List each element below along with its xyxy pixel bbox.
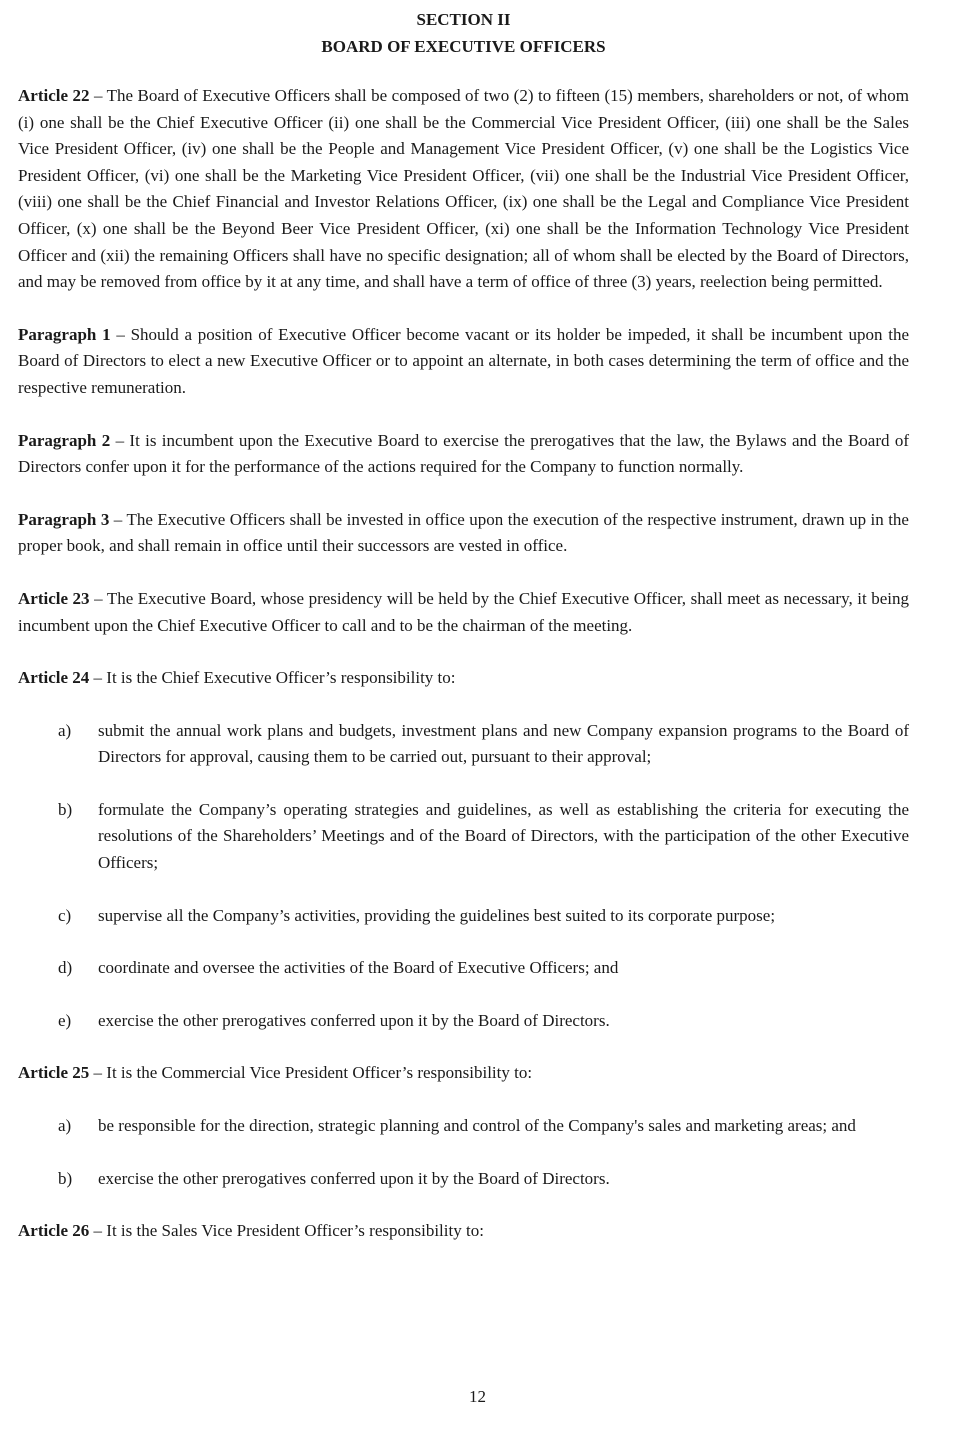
paragraph-label: Paragraph 1 [18,324,111,344]
list-item [18,1008,909,1035]
article-label: Article 25 [18,1063,90,1083]
list-item [18,797,909,877]
page-number: 12 [469,1387,486,1406]
list-item-letter: c) [58,905,72,925]
paragraph-text: – The Executive Officers shall be invested in office upon the execution of the respective instrument, drawn up in the proper book, and shall remain in office until their successors are vested in office. [18,509,909,556]
list-item-letter: b) [58,1168,73,1188]
section-number: SECTION II [416,10,511,29]
paragraph-label: Paragraph 2 [18,430,111,450]
list-item-text: be responsible for the direction, strategic planning and control of the Company's sales and marketing areas; and [98,1116,856,1136]
paragraph-label: Paragraph 3 [18,509,110,529]
article-22 [18,83,909,296]
list-item-letter: b) [58,799,73,819]
list-item-text: exercise the other prerogatives conferred upon it by the Board of Directors. [98,1010,610,1030]
list-item [18,1166,909,1193]
list-item [18,1113,909,1140]
list-item-text: submit the annual work plans and budgets, investment plans and new Company expansion programs to the Board of Directors for approval, causing them to be carried out, pursuant to their approval; [98,720,909,767]
paragraph-text: – It is incumbent upon the Executive Board to exercise the prerogatives that the law, the Bylaws and the Board of Directors confer upon it for the performance of the actions required for the Company to function normally. [18,430,910,477]
article-text: – It is the Commercial Vice President Officer’s responsibility to: [89,1063,533,1083]
list-item-letter: e) [58,1010,72,1030]
paragraph-2 [18,428,909,481]
section-title: BOARD OF EXECUTIVE OFFICERS [321,37,606,56]
article-label: Article 24 [18,668,90,688]
article-text: – It is the Chief Executive Officer’s responsibility to: [89,668,456,688]
list-item [18,903,909,930]
list-item-letter: d) [58,958,73,978]
list-item-letter: a) [58,720,72,740]
list-item-text: exercise the other prerogatives conferred upon it by the Board of Directors. [98,1168,610,1188]
list-item-text: supervise all the Company’s activities, providing the guidelines best suited to its corporate purpose; [98,905,776,925]
article-26 [18,1218,909,1245]
document-page [18,6,909,1245]
list-item-letter: a) [58,1116,72,1136]
article-25 [18,1060,909,1087]
article-23 [18,586,909,639]
list-item [18,955,909,982]
article-text: – It is the Sales Vice President Officer’s responsibility to: [89,1221,484,1241]
article-label: Article 26 [18,1221,90,1241]
list-item [18,718,909,771]
paragraph-3 [18,507,909,560]
paragraph-text: – Should a position of Executive Officer become vacant or its holder be impeded, it shall be incumbent upon the Board of Directors to elect a new Executive Officer or to appoint an alternate, in both cases determining the term of office and the respective remuneration. [18,324,909,397]
article-text: – The Executive Board, whose presidency will be held by the Chief Executive Officer, shall meet as necessary, it being incumbent upon the Chief Executive Officer to call and to be the chairman of the meeting. [18,588,909,635]
article-label: Article 23 [18,588,90,608]
list-item-text: formulate the Company’s operating strategies and guidelines, as well as establishing the criteria for executing the resolutions of the Shareholders’ Meetings and of the Board of Directors, with the participation of the other Executive Officers; [98,799,909,873]
article-24 [18,665,909,692]
article-text: – The Board of Executive Officers shall be composed of two (2) to fifteen (15) members, shareholders or not, of whom (i) one shall be the Chief Executive Officer (ii) one shall be the Commercial Vice President Officer, (iii) one shall be the Sales Vice President Officer, (iv) one shall be the People and Management Vice President Officer, (v) one shall be the Logistics Vice President Officer, (vi) one shall be the Marketing Vice President Officer, (vii) one shall be the Industrial Vice President Officer, (viii) one shall be the Chief Financial and Investor Relations Officer, (ix) one shall be the Legal and Compliance Vice President Officer, (x) one shall be the Beyond Beer Vice President Officer, (xi) one shall be the Information Technology Vice President Officer and (xii) the remaining Officers shall have no specific designation; all of whom shall be elected by the Board of Directors, and may be removed from office by it at any time, and shall have a term of office of three (3) years, reelection being permitted. [18,86,909,292]
list-item-text: coordinate and oversee the activities of the Board of Executive Officers; and [98,958,619,978]
article-label: Article 22 [18,86,90,105]
paragraph-1 [18,322,909,402]
